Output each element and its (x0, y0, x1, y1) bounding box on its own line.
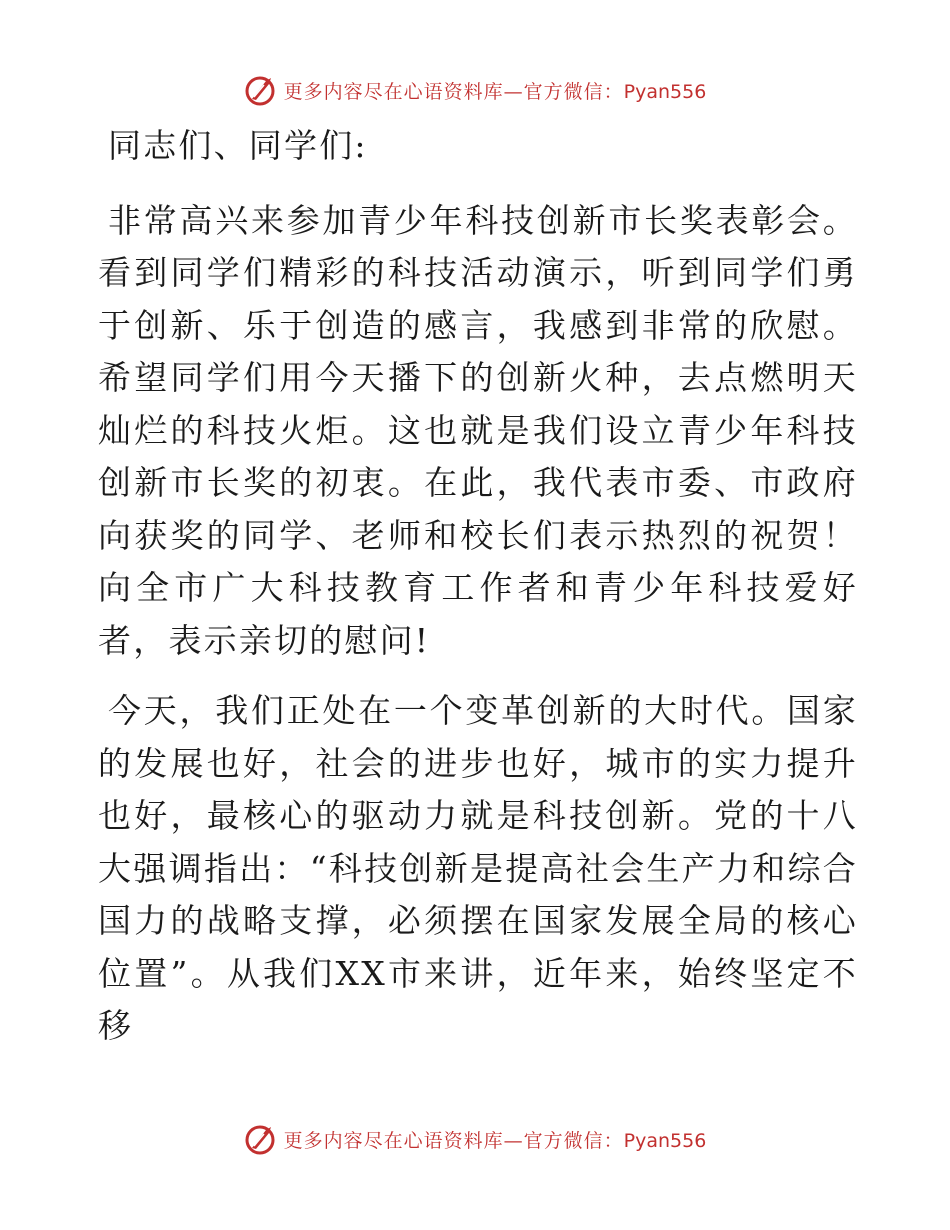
watermark-text: 更多内容尽在心语资料库—官方微信：Pyan556 (283, 1129, 707, 1152)
footer-watermark (0, 1119, 950, 1159)
greeting: 同志们、同学们: (108, 126, 368, 165)
watermark-text: 更多内容尽在心语资料库—官方微信：Pyan556 (283, 80, 707, 103)
paragraph-1: 非常高兴来参加青少年科技创新市长奖表彰会。看到同学们精彩的科技活动演示，听到同学们勇于创新、乐于创造的感言，我感到非常的欣慰。希望同学们用今天播下的创新火种，去点燃明天灿烂的科技火炬。这也就是我们设立青少年科技创新市长奖的初衷。在此，我代表市委、市政府向获奖的同学、老师和校长们表示热烈的祝贺！向全市广大科技教育工作者和青少年科技爱好者，表示亲切的慰问! (98, 200, 858, 660)
paragraph-2: 今天，我们正处在一个变革创新的大时代。国家的发展也好，社会的进步也好，城市的实力提升也好，最核心的驱动力就是科技创新。党的十八大强调指出：“科技创新是提高社会生产力和综合国力的战略支撑，必须摆在国家发展全局的核心位置”。从我们XX市来讲，近年来，始终坚定不移 (98, 691, 858, 1045)
header-watermark (0, 70, 950, 110)
watermark-wechat-id: Pyan556 (623, 80, 707, 103)
document-body (98, 120, 858, 1053)
quill-pen-logo-icon (244, 1122, 278, 1156)
quill-pen-logo-icon (244, 73, 278, 107)
watermark-wechat-id: Pyan556 (623, 1129, 707, 1152)
